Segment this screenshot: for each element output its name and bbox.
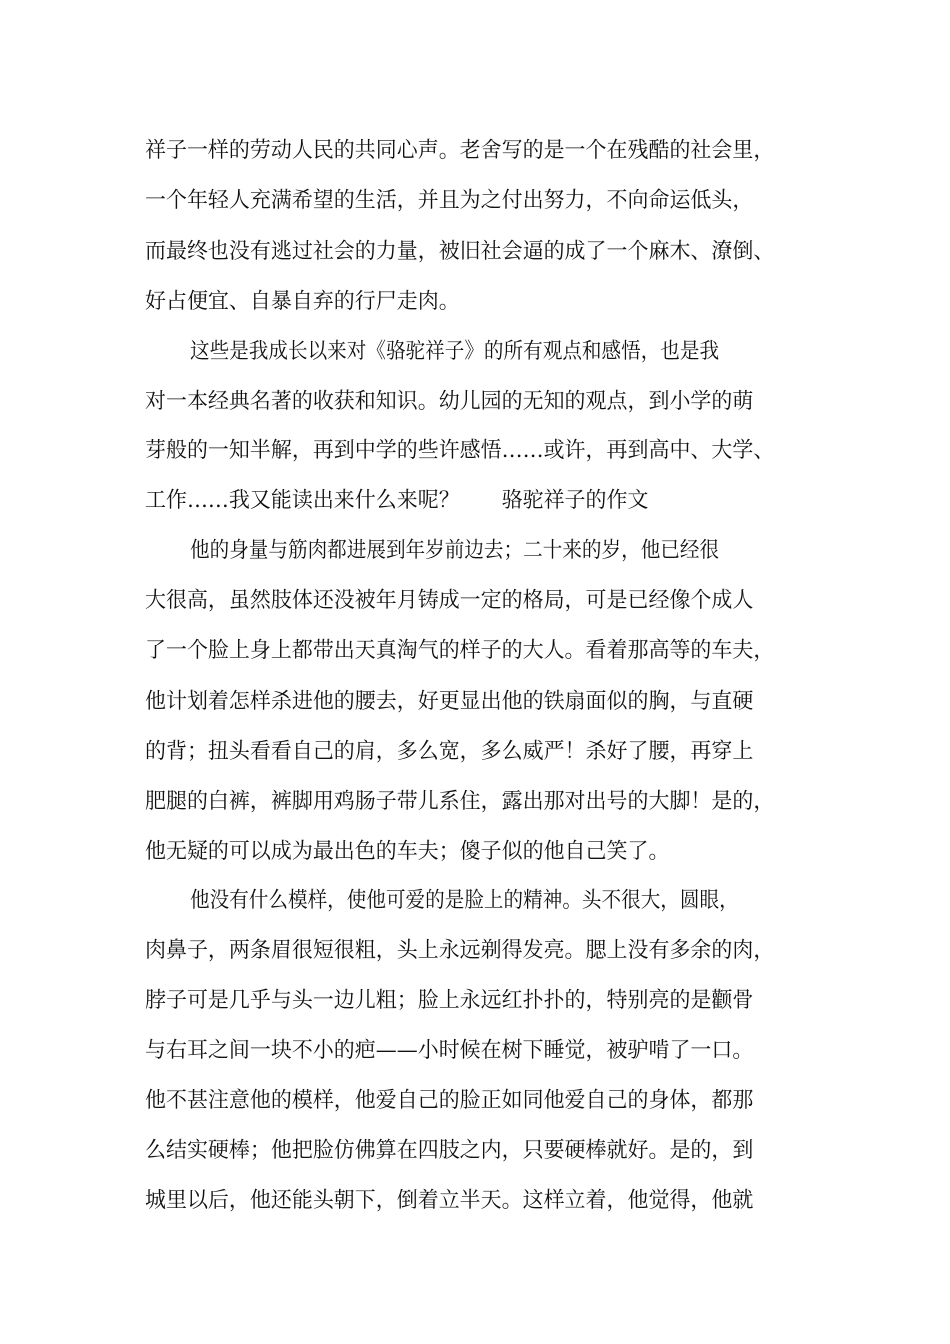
text-line-16: 他没有什么模样，使他可爱的是脸上的精神。头不很大，圆眼， — [190, 888, 739, 913]
text-line-17: 肉鼻子，两条眉很短很粗，头上永远剃得发亮。腮上没有多余的肉， — [145, 938, 775, 963]
text-line-9: 他的身量与筋肉都进展到年岁前边去；二十来的岁，他已经很 — [190, 538, 720, 563]
text-line-13: 的背；扭头看看自己的肩，多么宽，多么威严！杀好了腰，再穿上 — [145, 739, 754, 764]
text-line-15: 他无疑的可以成为最出色的车夫；傻子似的他自己笑了。 — [145, 839, 670, 864]
text-line-3: 而最终也没有逃过社会的力量，被旧社会逼的成了一个麻木、潦倒、 — [145, 239, 775, 264]
text-line-21: 么结实硬棒；他把脸仿佛算在四肢之内，只要硬棒就好。是的，到 — [145, 1138, 754, 1163]
text-line-20: 他不甚注意他的模样，他爱自己的脸正如同他爱自己的身体，都那 — [145, 1088, 754, 1113]
text-line-4: 好占便宜、自暴自弃的行尸走肉。 — [145, 289, 460, 314]
text-line-2: 一个年轻人充满希望的生活，并且为之付出努力，不向命运低头， — [145, 188, 754, 213]
text-line-1: 祥子一样的劳动人民的共同心声。老舍写的是一个在残酷的社会里， — [145, 138, 775, 163]
text-line-19: 与右耳之间一块不小的疤——小时候在树下睡觉，被驴啃了一口。 — [145, 1038, 754, 1063]
text-line-18: 脖子可是几乎与头一边儿粗；脸上永远红扑扑的，特别亮的是颧骨 — [145, 988, 754, 1013]
text-line-14: 肥腿的白裤，裤脚用鸡肠子带儿系住，露出那对出号的大脚！是的， — [145, 789, 775, 814]
text-line-5: 这些是我成长以来对《骆驼祥子》的所有观点和感悟，也是我 — [190, 339, 720, 364]
text-line-6: 对一本经典名著的收获和知识。幼儿园的无知的观点，到小学的萌 — [145, 389, 754, 414]
text-line-8: 工作……我又能读出来什么来呢？ 骆驼祥子的作文 — [145, 488, 649, 513]
text-line-22: 城里以后，他还能头朝下，倒着立半天。这样立着，他觉得，他就 — [145, 1188, 754, 1213]
text-line-12: 他计划着怎样杀进他的腰去，好更显出他的铁扇面似的胸，与直硬 — [145, 689, 754, 714]
text-line-11: 了一个脸上身上都带出天真淘气的样子的大人。看着那高等的车夫， — [145, 638, 775, 663]
text-line-7: 芽般的一知半解，再到中学的些许感悟……或许，再到高中、大学、 — [145, 438, 775, 463]
text-line-10: 大很高，虽然肢体还没被年月铸成一定的格局，可是已经像个成人 — [145, 588, 754, 613]
